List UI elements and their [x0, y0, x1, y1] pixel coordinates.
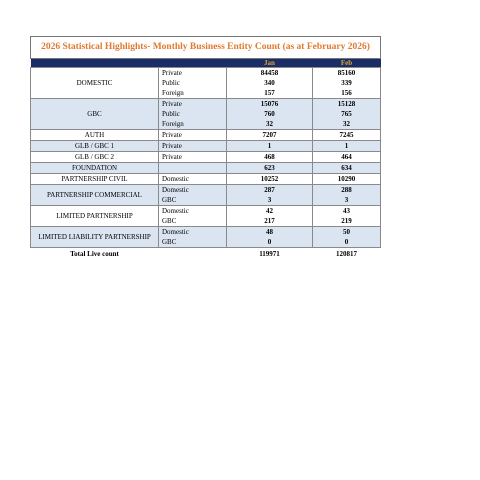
- total-blank: [159, 248, 227, 261]
- feb-count-cell: 50: [313, 227, 381, 238]
- table-row: [31, 185, 381, 196]
- jan-count-cell: 42: [227, 206, 313, 217]
- jan-count-cell: 84458: [227, 68, 313, 79]
- entity-type-cell: Private: [159, 130, 227, 141]
- entity-type-cell: GBC: [159, 216, 227, 227]
- entity-type-cell: GBC: [159, 237, 227, 248]
- table-row: [31, 99, 381, 110]
- total-feb-count: 120817: [336, 250, 357, 258]
- jan-count-cell: 1: [227, 141, 313, 152]
- jan-count-cell: 48: [227, 227, 313, 238]
- entity-type-cell: [159, 163, 227, 174]
- category-cell: GLB / GBC 2: [31, 152, 159, 163]
- total-label: Total Live count: [70, 250, 119, 258]
- feb-count-cell: 1: [313, 141, 381, 152]
- table-row: [31, 227, 381, 238]
- entity-type-cell: Private: [159, 99, 227, 110]
- entity-type-cell: GBC: [159, 195, 227, 206]
- total-jan-count: 119971: [259, 250, 280, 258]
- feb-count-cell: 634: [313, 163, 381, 174]
- feb-count-cell: 464: [313, 152, 381, 163]
- jan-count-cell: 157: [227, 88, 313, 99]
- jan-count-cell: 623: [227, 163, 313, 174]
- entity-type-cell: Domestic: [159, 174, 227, 185]
- header-blank-type: [159, 59, 227, 68]
- jan-count-cell: 340: [227, 78, 313, 88]
- entity-type-cell: Domestic: [159, 185, 227, 196]
- jan-count-cell: 32: [227, 119, 313, 130]
- entity-type-cell: Foreign: [159, 88, 227, 99]
- table-row: [31, 206, 381, 217]
- feb-count-cell: 85160: [313, 68, 381, 79]
- header-blank-category: [31, 59, 159, 68]
- statistics-table: [30, 36, 381, 260]
- entity-type-cell: Public: [159, 78, 227, 88]
- category-cell: PARTNERSHIP CIVIL: [31, 174, 159, 185]
- category-cell: FOUNDATION: [31, 163, 159, 174]
- header-feb: Feb: [313, 59, 381, 68]
- feb-count-cell: 43: [313, 206, 381, 217]
- category-cell: DOMESTIC: [31, 68, 159, 99]
- jan-count-cell: 0: [227, 237, 313, 248]
- table-row: [31, 141, 381, 152]
- feb-count-cell: 0: [313, 237, 381, 248]
- category-cell: PARTNERSHIP COMMERCIAL: [31, 185, 159, 206]
- category-cell: GBC: [31, 99, 159, 130]
- table-row: [31, 68, 381, 79]
- table-row: [31, 174, 381, 185]
- category-cell: GLB / GBC 1: [31, 141, 159, 152]
- feb-count-cell: 288: [313, 185, 381, 196]
- jan-count-cell: 760: [227, 109, 313, 119]
- feb-count-cell: 10290: [313, 174, 381, 185]
- header-row: [31, 59, 381, 68]
- entity-type-cell: Private: [159, 152, 227, 163]
- jan-count-cell: 15076: [227, 99, 313, 110]
- header-jan: Jan: [227, 59, 313, 68]
- entity-type-cell: Domestic: [159, 206, 227, 217]
- feb-count-cell: 156: [313, 88, 381, 99]
- entity-type-cell: Private: [159, 141, 227, 152]
- category-cell: LIMITED PARTNERSHIP: [31, 206, 159, 227]
- page-title: 2026 Statistical Highlights- Monthly Business Entity Count (as at February 2026): [31, 37, 381, 59]
- feb-count-cell: 765: [313, 109, 381, 119]
- jan-count-cell: 10252: [227, 174, 313, 185]
- feb-count-cell: 3: [313, 195, 381, 206]
- category-cell: LIMITED LIABILITY PARTNERSHIP: [31, 227, 159, 248]
- entity-type-cell: Private: [159, 68, 227, 79]
- feb-count-cell: 219: [313, 216, 381, 227]
- total-row: [31, 248, 381, 261]
- entity-type-cell: Public: [159, 109, 227, 119]
- table-row: [31, 130, 381, 141]
- entity-type-cell: Foreign: [159, 119, 227, 130]
- feb-count-cell: 7245: [313, 130, 381, 141]
- category-cell: AUTH: [31, 130, 159, 141]
- jan-count-cell: 468: [227, 152, 313, 163]
- jan-count-cell: 3: [227, 195, 313, 206]
- entity-type-cell: Domestic: [159, 227, 227, 238]
- jan-count-cell: 217: [227, 216, 313, 227]
- jan-count-cell: 287: [227, 185, 313, 196]
- feb-count-cell: 32: [313, 119, 381, 130]
- feb-count-cell: 15128: [313, 99, 381, 110]
- title-row: [31, 37, 381, 59]
- table-row: [31, 152, 381, 163]
- table-row: [31, 163, 381, 174]
- jan-count-cell: 7207: [227, 130, 313, 141]
- feb-count-cell: 339: [313, 78, 381, 88]
